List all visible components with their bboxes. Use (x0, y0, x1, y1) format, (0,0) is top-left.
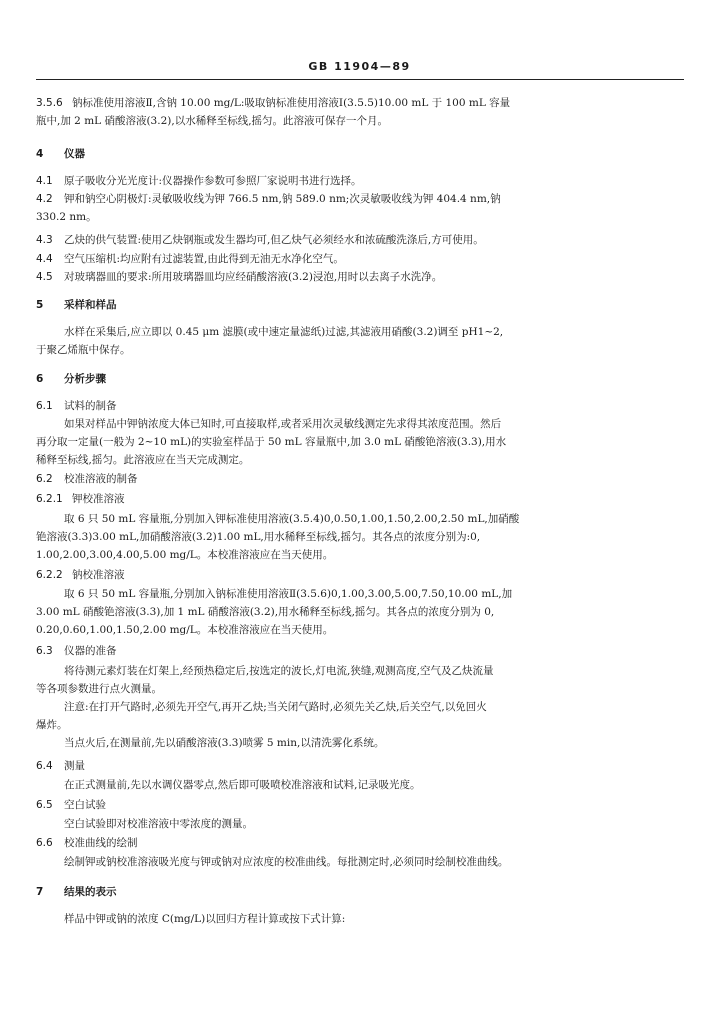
paragraph-line: 再分取一定量(一般为 2~10 mL)的实验室样品于 50 mL 容量瓶中,加 3.0 mL 硝酸铯溶液(3.3),用水 (36, 436, 507, 448)
clause-text: 330.2 nm。 (36, 211, 97, 223)
clause-text: 瓶中,加 2 mL 硝酸溶液(3.2),以水稀释至标线,摇匀。此溶液可保存一个月。 (36, 115, 389, 127)
section-heading-4 (36, 145, 684, 163)
clause-6-2 (36, 470, 684, 488)
paragraph-line: 水样在采集后,应立即以 0.45 μm 滤膜(或中速定量滤纸)过滤,其滤液用硝酸(3.2)调至 pH1~2, (64, 326, 504, 338)
clause-text: 钠标准使用溶液Ⅱ,含钠 10.00 mg/L:吸取钠标准使用溶液Ⅰ(3.5.5)10.00 mL 于 100 mL 容量 (72, 97, 511, 109)
section-number: 4 (36, 148, 44, 160)
page-header: GB 11904—89 (308, 60, 411, 73)
clause-title: 试料的制备 (64, 400, 117, 412)
section-title: 仪器 (64, 148, 85, 160)
paragraph-6-4 (36, 776, 684, 794)
clause-title: 校准溶液的制备 (64, 473, 138, 485)
section-heading-6 (36, 370, 684, 388)
paragraph-line: 当点火后,在测量前,先以硝酸溶液(3.3)喷雾 5 min,以清洗雾化系统。 (64, 737, 385, 749)
clause-4-5 (36, 268, 684, 286)
clause-number: 4.4 (36, 253, 53, 265)
clause-6-3 (36, 642, 684, 660)
paragraph-line: 样品中钾或钠的浓度 C(mg/L)以回归方程计算或按下式计算: (64, 913, 346, 925)
clause-number: 6.5 (36, 799, 53, 811)
paragraph-line: 稀释至标线,摇匀。此溶液应在当天完成测定。 (36, 454, 250, 466)
clause-title: 测量 (64, 760, 85, 772)
clause-text: 对玻璃器皿的要求:所用玻璃器皿均应经硝酸溶液(3.2)浸泡,用时以去离子水洗净。 (64, 271, 443, 283)
clause-3-5-6 (36, 94, 684, 130)
clause-4-4 (36, 250, 684, 268)
paragraph-line: 0.20,0.60,1.00,1.50,2.00 mg/L。本校准溶液应在当天使用。 (36, 624, 334, 636)
clause-number: 4.1 (36, 175, 53, 187)
paragraph-6-6 (36, 853, 684, 871)
clause-number: 6.2 (36, 473, 53, 485)
clause-6-1 (36, 397, 684, 415)
clause-number: 4.5 (36, 271, 53, 283)
section-number: 7 (36, 886, 44, 898)
clause-text: 钾和钠空心阴极灯:灵敏吸收线为钾 766.5 nm,钠 589.0 nm;次灵敏吸收线为钾 404.4 nm,钠 (64, 193, 501, 205)
clause-6-2-2 (36, 566, 684, 584)
clause-6-6 (36, 834, 684, 852)
clause-6-4 (36, 757, 684, 775)
section-number: 5 (36, 299, 44, 311)
paragraph-line: 如果对样品中钾钠浓度大体已知时,可直接取样,或者采用次灵敏线测定先求得其浓度范围。然后 (64, 418, 502, 430)
paragraph-6-5 (36, 815, 684, 833)
clause-number: 4.2 (36, 193, 53, 205)
paragraph-line: 等各项参数进行点火测量。 (36, 683, 162, 695)
paragraph-6-2-2 (36, 585, 684, 639)
paragraph-5 (36, 323, 684, 359)
paragraph-7 (36, 910, 684, 928)
clause-number: 6.4 (36, 760, 53, 772)
clause-4-3 (36, 231, 684, 249)
clause-4-2 (36, 190, 684, 226)
paragraph-line: 空白试验即对校准溶液中零浓度的测量。 (64, 818, 253, 830)
paragraph-6-1 (36, 415, 684, 469)
clause-number: 6.6 (36, 837, 53, 849)
clause-title: 钠校准溶液 (72, 569, 125, 581)
clause-title: 仪器的准备 (64, 645, 117, 657)
paragraph-line: 于聚乙烯瓶中保存。 (36, 344, 131, 356)
paragraph-line: 3.00 mL 硝酸铯溶液(3.3),加 1 mL 硝酸溶液(3.2),用水稀释至标线,摇匀。其各点的浓度分别为 0, (36, 606, 495, 618)
section-heading-7 (36, 883, 684, 901)
paragraph-line: 铯溶液(3.3)3.00 mL,加硝酸溶液(3.2)1.00 mL,用水稀释至标线,摇匀。其各点的浓度分别为:0, (36, 531, 481, 543)
section-title: 结果的表示 (64, 886, 117, 898)
paragraph-6-2-1 (36, 510, 684, 564)
header-rule (36, 79, 684, 80)
clause-title: 校准曲线的绘制 (64, 837, 138, 849)
section-heading-5 (36, 296, 684, 314)
clause-text: 乙炔的供气装置:使用乙炔钢瓶或发生器均可,但乙炔气必须经水和浓硫酸洗涤后,方可使用。 (64, 234, 484, 246)
paragraph-line: 绘制钾或钠校准溶液吸光度与钾或钠对应浓度的校准曲线。每批测定时,必须同时绘制校准曲线。 (64, 856, 509, 868)
clause-title: 钾校准溶液 (72, 493, 125, 505)
clause-6-2-1 (36, 490, 684, 508)
paragraph-line: 取 6 只 50 mL 容量瓶,分别加入钠标准使用溶液Ⅱ(3.5.6)0,1.00,3.00,5.00,7.50,10.00 mL,加 (64, 588, 513, 600)
clause-number: 6.2.1 (36, 493, 63, 505)
clause-title: 空白试验 (64, 799, 106, 811)
section-title: 分析步骤 (64, 373, 106, 385)
clause-number: 6.2.2 (36, 569, 63, 581)
paragraph-line: 在正式测量前,先以水调仪器零点,然后即可吸喷校准溶液和试料,记录吸光度。 (64, 779, 421, 791)
clause-number: 4.3 (36, 234, 53, 246)
clause-text: 原子吸收分光光度计:仪器操作参数可参照厂家说明书进行选择。 (64, 175, 362, 187)
clause-number: 3.5.6 (36, 97, 63, 109)
clause-6-5 (36, 796, 684, 814)
paragraph-6-3 (36, 662, 684, 752)
paragraph-line: 取 6 只 50 mL 容量瓶,分别加入钾标准使用溶液(3.5.4)0,0.50,1.00,1.50,2.00,2.50 mL,加硝酸 (64, 513, 520, 525)
clause-text: 空气压缩机:均应附有过滤装置,由此得到无油无水净化空气。 (64, 253, 344, 265)
clause-number: 6.1 (36, 400, 53, 412)
paragraph-line: 注意:在打开气路时,必须先开空气,再开乙炔;当关闭气路时,必须先关乙炔,后关空气,以免回火 (64, 701, 487, 713)
clause-number: 6.3 (36, 645, 53, 657)
section-number: 6 (36, 373, 44, 385)
clause-4-1 (36, 172, 684, 190)
paragraph-line: 爆炸。 (36, 719, 68, 731)
section-title: 采样和样品 (64, 299, 117, 311)
paragraph-line: 将待测元素灯装在灯架上,经预热稳定后,按选定的波长,灯电流,狭缝,观测高度,空气及乙炔流量 (64, 665, 494, 677)
paragraph-line: 1.00,2.00,3.00,4.00,5.00 mg/L。本校准溶液应在当天使用。 (36, 549, 334, 561)
